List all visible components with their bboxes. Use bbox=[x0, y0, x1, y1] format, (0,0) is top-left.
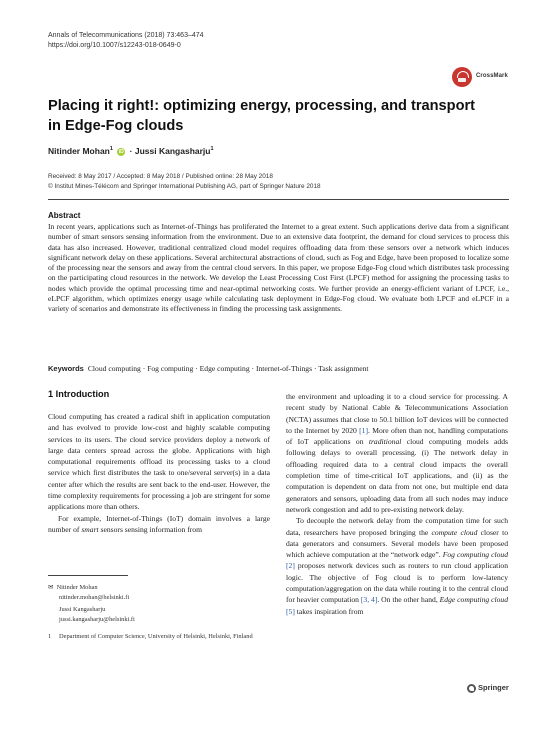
citation-link[interactable]: [5] bbox=[286, 606, 295, 616]
citation-link[interactable]: [2] bbox=[286, 561, 295, 571]
envelope-icon: ✉ bbox=[48, 584, 54, 591]
author-name[interactable]: Jussi Kangasharju bbox=[134, 146, 211, 156]
author-name: Jussi Kangasharju bbox=[59, 606, 106, 613]
footnote-divider bbox=[48, 575, 128, 576]
keywords-label: Keywords bbox=[48, 364, 84, 373]
springer-horse-icon bbox=[467, 684, 476, 693]
keywords-list: Cloud computing · Fog computing · Edge computing · Internet-of-Things · Task assignment bbox=[87, 364, 369, 373]
keywords bbox=[48, 364, 509, 374]
author-email[interactable]: jussi.kangasharju@helsinki.fi bbox=[59, 615, 135, 623]
author-separator: · bbox=[129, 146, 133, 156]
author-name: Nitinder Mohan bbox=[56, 584, 98, 591]
doi-link[interactable]: https://doi.org/10.1007/s12243-018-0649-0 bbox=[48, 42, 181, 49]
corresponding-author-footnote bbox=[48, 583, 270, 624]
publication-dates bbox=[48, 172, 321, 191]
author-affiliation-mark: 1 bbox=[210, 146, 214, 153]
left-column bbox=[48, 411, 270, 535]
affiliation-footnote bbox=[48, 632, 270, 642]
citation-link[interactable]: [1] bbox=[359, 425, 368, 435]
paragraph: the environment and uploading it to a cloud service for processing. A recent study by National Cable & Telecommunications Association (NCTA) assumes that close to 50.1 billion IoT devices will be connected to the Internet by 2020 [1]. More often than not, handling computations of IoT applications on traditional cloud computing models adds following delays to overall processing. (i) The network delay in offloading required data to a central cloud impacts the overall completion time of time-critical IoT applications, and (ii) as the computation is dependent on data from not one, but multiple end data generators and sensors, uploading data from all such nodes may induce network congestion and add to pre-existing network delay. bbox=[286, 392, 508, 514]
springer-logo bbox=[467, 683, 509, 693]
crossmark-icon bbox=[452, 67, 472, 87]
publisher-name: Springer bbox=[478, 683, 509, 692]
affiliation-number: 1 bbox=[48, 633, 52, 640]
divider bbox=[48, 199, 509, 200]
crossmark-badge[interactable] bbox=[452, 67, 508, 89]
abstract-heading: Abstract bbox=[48, 211, 81, 220]
author-affiliation-mark: 1 bbox=[109, 146, 113, 153]
journal-header bbox=[48, 31, 204, 51]
abstract-text: In recent years, applications such as Internet-of-Things has proliferated the Internet to a great extent. Such applications derive data from a significant number of smart sensors sensing information from the environment. Due to an extensive data footprint, the demand for cloud services to process this data has also increased. However, traditional centralized cloud model requires offloading data from these sensors over a network which induces significant network delay on these applications. Several architectural abstractions of cloud, such as Fog and Edge, have been proposed to localize some of the processing near the sensors and away from the central cloud servers. In this paper, we propose Edge-Fog cloud which distributes task processing on the participating cloud resources in the network. We develop the Least Processing Cost First (LPCF) method for assigning the processing tasks to nodes which provide the optimal processing time and near-optimal networking costs. We further provide an energy-efficient variant of LPCF, i.e., eLPCF algorithm, which optimizes energy usage while calculating task deployment in Edge-Fog cloud. We evaluate both LPCF and eLPCF in a variety of scenarios and demonstrate its effectiveness in finding the processing task assignments. bbox=[48, 222, 509, 314]
orcid-icon[interactable]: iD bbox=[118, 148, 124, 155]
paragraph: To decouple the network delay from the computation time for such data, researchers have proposed bringing the compute cloud closer to data generators and consumers. Several models have been proposed which achieve computation at the “network edge”. Fog computing cloud [2] proposes network devices such as routers to run cloud application logic. The objective of Fog cloud is to perform low-latency computation/aggregation on the data while routing it to the central cloud for heavier computation [3, 4]. On the other hand, Edge computing cloud [5] takes inspiration from bbox=[286, 516, 508, 616]
affiliation-text: Department of Computer Science, University of Helsinki, Helsinki, Finland bbox=[59, 633, 253, 640]
author-name[interactable]: Nitinder Mohan bbox=[48, 146, 110, 156]
journal-citation: Annals of Telecommunications (2018) 73:463–474 bbox=[48, 32, 204, 39]
crossmark-label: CrossMark bbox=[476, 73, 508, 79]
copyright-line: © Institut Mines-Télécom and Springer International Publishing AG, part of Springer Nature 2018 bbox=[48, 182, 321, 190]
author-email[interactable]: nitinder.mohan@helsinki.fi bbox=[59, 593, 130, 601]
paper-title: Placing it right!: optimizing energy, processing, and transport in Edge-Fog clouds bbox=[48, 98, 476, 134]
dates-line: Received: 8 May 2017 / Accepted: 8 May 2018 / Published online: 28 May 2018 bbox=[48, 173, 273, 180]
section-heading: 1 Introduction bbox=[48, 389, 110, 399]
right-column bbox=[286, 391, 508, 617]
author-list bbox=[48, 146, 214, 156]
citation-link[interactable]: [3, 4] bbox=[360, 595, 378, 605]
paragraph: Cloud computing has created a radical shift in application computation and has evolved to provide low-cost and highly scalable computing services to its users. The cloud service providers deploy a network of large data centers spread across the globe. Applications with high computational requirements offload its processing tasks to a cloud service which first distributes the task to one/several server(s) in a data center after which the results are sent back to the end-user. However, the time complexity requirements for processing a job are stringent for some applications more than others. bbox=[48, 412, 270, 512]
paragraph: For example, Internet-of-Things (IoT) domain involves a large number of smart sensors sensing information from bbox=[48, 513, 270, 534]
